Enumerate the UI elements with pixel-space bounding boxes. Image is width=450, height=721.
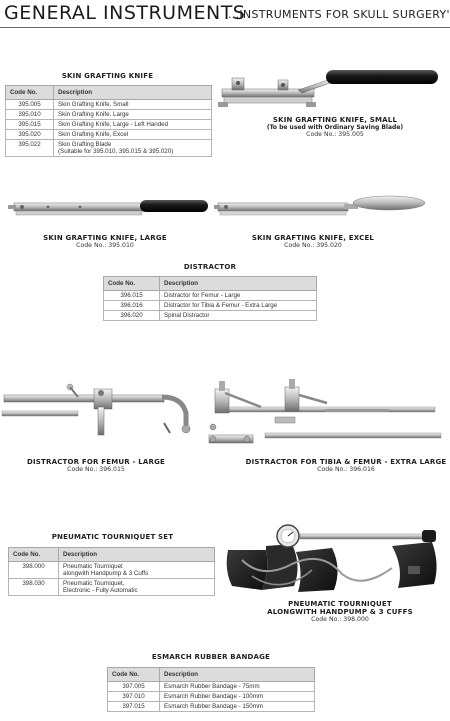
code-cell: 395.022 xyxy=(6,140,54,157)
description-cell xyxy=(59,562,215,579)
column-header-description: Description xyxy=(59,548,215,562)
caption-title: DISTRACTOR FOR TIBIA & FEMUR - EXTRA LARGE xyxy=(245,458,447,466)
code-cell: 396.020 xyxy=(104,311,160,321)
table-row xyxy=(104,291,317,301)
caption-knife-excel xyxy=(228,234,398,249)
code-cell: 398.000 xyxy=(9,562,59,579)
column-header-code: Code No. xyxy=(6,86,54,100)
header-divider xyxy=(0,27,450,28)
caption-title: PNEUMATIC TOURNIQUET xyxy=(288,600,392,608)
code-cell: 395.005 xyxy=(6,100,54,110)
column-header-code: Code No. xyxy=(9,548,59,562)
description-line: Electronic - Fully Automatic xyxy=(63,587,138,594)
code-cell: 395.020 xyxy=(6,130,54,140)
code-cell: 397.010 xyxy=(108,692,160,702)
caption-code: Code No.: 395.010 xyxy=(76,242,134,249)
description-cell: Distractor for Femur - Large xyxy=(160,291,317,301)
caption-title-line2: ALONGWITH HANDPUMP & 3 CUFFS xyxy=(267,608,413,616)
description-cell xyxy=(54,140,212,157)
table-row xyxy=(6,130,212,140)
page-title: GENERAL INSTRUMENTS xyxy=(4,2,246,24)
skin-grafting-knife-excel-image xyxy=(214,194,426,218)
code-cell: 396.016 xyxy=(104,301,160,311)
distractor-femur-image xyxy=(2,383,202,439)
skin-grafting-table xyxy=(5,85,212,157)
table-header-row xyxy=(9,548,215,562)
caption-title: SKIN GRAFTING KNIFE, EXCEL xyxy=(251,234,375,242)
description-line: Pneumatic Tourniquet xyxy=(63,563,123,570)
code-cell: 398.030 xyxy=(9,579,59,596)
table-row xyxy=(108,702,315,712)
table-row xyxy=(104,301,317,311)
description-cell: Skin Grafting Knife, Excel xyxy=(54,130,212,140)
bandage-section-title: ESMARCH RUBBER BANDAGE xyxy=(151,653,271,661)
description-line: alongwith Handpump & 3 Cuffs xyxy=(63,570,149,577)
description-cell: Skin Grafting Knife, Large xyxy=(54,110,212,120)
bandage-table xyxy=(107,667,315,712)
caption-code: Code No.: 395.020 xyxy=(284,242,342,249)
table-header-row xyxy=(104,277,317,291)
column-header-code: Code No. xyxy=(108,668,160,682)
tourniquet-section-title: PNEUMATIC TOURNIQUET SET xyxy=(51,533,174,541)
code-cell: 395.015 xyxy=(6,120,54,130)
description-cell: Skin Grafting Knife, Large - Left Handed xyxy=(54,120,212,130)
code-cell: 396.015 xyxy=(104,291,160,301)
skin-grafting-knife-small-image xyxy=(218,66,440,112)
caption-note: (To be used with Ordinary Saving Blade) xyxy=(266,124,404,131)
column-header-code: Code No. xyxy=(104,277,160,291)
table-row xyxy=(6,100,212,110)
table-row xyxy=(9,562,215,579)
caption-title: SKIN GRAFTING KNIFE, SMALL xyxy=(272,116,398,124)
distractor-tibia-image xyxy=(205,377,445,449)
skin-grafting-knife-large-image xyxy=(8,196,210,220)
description-cell: Distractor for Tibia & Femur - Extra Large xyxy=(160,301,317,311)
table-row xyxy=(6,110,212,120)
column-header-description: Description xyxy=(160,668,315,682)
caption-distractor-femur xyxy=(6,458,186,473)
caption-title: DISTRACTOR FOR FEMUR - LARGE xyxy=(26,458,166,466)
table-row xyxy=(6,120,212,130)
table-row xyxy=(104,311,317,321)
distractor-section-title: DISTRACTOR xyxy=(183,263,237,271)
column-header-description: Description xyxy=(160,277,317,291)
table-row xyxy=(108,692,315,702)
pneumatic-tourniquet-image xyxy=(222,520,444,600)
caption-code: Code No.: 398.000 xyxy=(311,616,369,623)
column-header-description: Description xyxy=(54,86,212,100)
caption-knife-large xyxy=(20,234,190,249)
page-subtitle: ...INSTRUMENTS FOR SKULL SURGERY' xyxy=(228,8,450,21)
caption-tourniquet xyxy=(240,600,440,623)
table-header-row xyxy=(108,668,315,682)
description-cell: Esmarch Rubber Bandage - 150mm xyxy=(160,702,315,712)
distractor-table xyxy=(103,276,317,321)
description-cell: Skin Grafting Knife, Small xyxy=(54,100,212,110)
description-cell xyxy=(59,579,215,596)
caption-code: Code No.: 396.016 xyxy=(317,466,375,473)
table-row xyxy=(108,682,315,692)
table-row xyxy=(6,140,212,157)
caption-title: SKIN GRAFTING KNIFE, LARGE xyxy=(43,234,167,242)
caption-code: Code No.: 396.015 xyxy=(67,466,125,473)
code-cell: 397.005 xyxy=(108,682,160,692)
description-cell: Esmarch Rubber Bandage - 75mm xyxy=(160,682,315,692)
description-cell: Spinal Distractor xyxy=(160,311,317,321)
code-cell: 395.010 xyxy=(6,110,54,120)
caption-distractor-tibia xyxy=(242,458,450,473)
table-row xyxy=(9,579,215,596)
code-cell: 397.015 xyxy=(108,702,160,712)
table-header-row xyxy=(6,86,212,100)
description-line: Skin Grafting Blade xyxy=(58,141,112,148)
caption-code: Code No.: 395.005 xyxy=(306,131,364,138)
skin-grafting-section-title: SKIN GRAFTING KNIFE xyxy=(61,72,154,80)
tourniquet-table xyxy=(8,547,215,596)
description-cell: Esmarch Rubber Bandage - 100mm xyxy=(160,692,315,702)
caption-knife-small xyxy=(225,116,445,138)
description-line: Pneumatic Tourniquet, xyxy=(63,580,125,587)
description-line: (Suitable for 395.010, 395.015 & 395.020) xyxy=(58,148,174,155)
